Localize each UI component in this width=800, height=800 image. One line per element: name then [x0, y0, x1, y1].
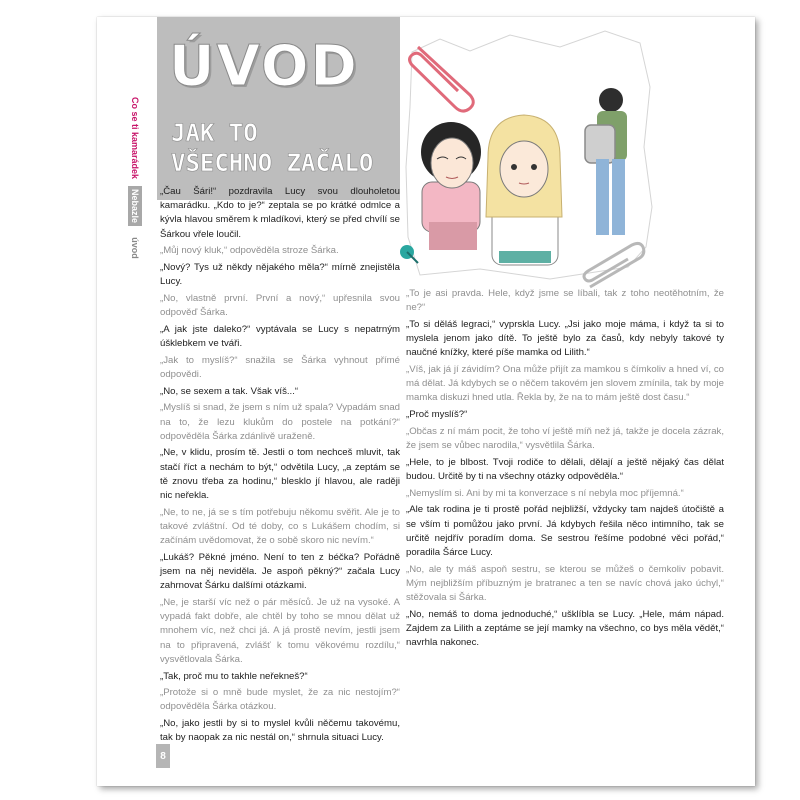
backpack-icon — [585, 125, 615, 163]
dialogue-paragraph: „Ne, to ne, já se s tím potřebuju někomu svěřit. Ale je to takové zvláštní. Od té doby, co s Lukášem chodím, si začínám uvědomovat, že o sobě skoro nic nevím.“ — [160, 506, 400, 547]
dialogue-paragraph: „Protože si o mně bude myslet, že za nic nestojím?“ odpověděla Šárka otázkou. — [160, 687, 400, 713]
girl-dark-hair-figure — [421, 122, 481, 250]
dialogue-paragraph: „Ale tak rodina je ti prostě pořád nejbližší, vždycky tam najdeš útočiště a se vším ti pomůžou jako první. Já kdybych řešila něco intimního, tak se určitě nejdřív poradím doma. Se sestrou řešíme podobné věci pořád,“ poradila Šárce Lucy. — [406, 504, 724, 558]
dialogue-paragraph: „Ne, v klidu, prosím tě. Jestli o tom nechceš mluvit, tak stačí říct a nechám to být,“ odvětila Lucy, „a zeptám se tě znovu třeba za hodinu,“ blesklo jí hlavou, ale raději nic neřekla. — [160, 447, 400, 502]
dialogue-paragraph: „Nový? Tys už někdy nějakého měla?“ mírně znejistěla Lucy. — [160, 262, 400, 288]
section-label: úvod — [130, 237, 140, 259]
page-number: 8 — [156, 744, 170, 768]
text-column-left — [160, 185, 400, 748]
side-tab — [128, 92, 142, 292]
dialogue-paragraph: „No, nemáš to doma jednoduché,“ ušklíbla se Lucy. „Hele, mám nápad. Zajdem za Lilith a zeptáme se její mamky na všechno, co bys měla vědět,“ navrhla nakonec. — [406, 608, 724, 649]
dialogue-paragraph: „Tak, proč mu to takhle neřekneš?“ — [160, 670, 308, 682]
dialogue-paragraph: „No, jako jestli by si to myslel kvůli něčemu takovému, tak by naopak za nic nestál on,“ shrnula situaci Lucy. — [160, 718, 400, 744]
dialogue-paragraph: „To si děláš legraci,“ vyprskla Lucy. „Jsi jako moje máma, i když ta si to myslela jenom jako dítě. To ještě bylo za časů, kdy nebyly takové ty naučné knížky, které píše mamka od Lilith.“ — [406, 318, 724, 359]
dialogue-paragraph: „A jak jste daleko?“ vyptávala se Lucy s nepatrným úšklebkem ve tváři. — [160, 323, 400, 350]
three-teens-illustration — [400, 17, 655, 300]
chapter-header — [157, 17, 400, 200]
chapter-subtitle — [171, 118, 373, 178]
dialogue-paragraph: „Lukáš? Pěkné jméno. Není to ten z béčka? Pořádně jsem na něj neviděla. Je aspoň pěkný?“ začala Lucy zahrnovat Šárku dalšími otázkami. — [160, 551, 400, 592]
dialogue-paragraph: „Nemyslím si. Ani by mi ta konverzace s ní nebyla moc příjemná.“ — [406, 487, 684, 499]
dialogue-paragraph: „To je asi pravda. Hele, když jsme se líbali, tak z toho neotěhotním, že ne?“ — [406, 288, 724, 314]
chapter-title: ÚVOD — [169, 34, 359, 99]
dialogue-paragraph: „No, ale ty máš aspoň sestru, se kterou se můžeš o čemkoliv pobavit. Mým nejbližším příbuzným je bratranec a ten se navíc chová jako úchyl,“ stěžovala si Šárka. — [406, 563, 724, 604]
dialogue-paragraph: „No, se sexem a tak. Však víš...“ — [160, 385, 299, 397]
text-column-right — [406, 287, 724, 653]
girl-blonde-figure — [486, 115, 562, 265]
dialogue-paragraph: „Víš, jak já jí závidím? Ona může přijít za mamkou s čímkoliv a hned ví, co má dělat. Já kdybych se o něčem takovém jen slovem zmínila, tak by moje mamka diskuzi hned utla. Řekla by, že na to mám ještě dost času.“ — [406, 364, 724, 404]
chapter-subtitle-line-2: VŠECHNO ZAČALO — [171, 149, 374, 177]
dialogue-paragraph: „Můj nový kluk,“ odpověděla stroze Šárka. — [160, 245, 339, 257]
dialogue-paragraph: „Ne, je starší víc než o pár měsíců. Je už na vysoké. A vypadá fakt dobře, ale chtěl by toho se mnou dělat už mnohem víc, než chci já. A já prostě nevím, jestli jsem na to připravená, zvlášť k tomu věkovému rozdílu,“ vysvětlovala Šárka. — [160, 596, 400, 665]
subsection-label: Nebazle — [128, 186, 142, 226]
dialogue-paragraph: „Hele, to je blbost. Tvoji rodiče to dělali, dělají a ještě nějaký čas dělat budou. Určitě by ti na všechny otázky odpověděla.“ — [406, 456, 724, 482]
dialogue-paragraph: „Jak to myslíš?“ snažila se Šárka vyhnout přímé odpovědi. — [160, 354, 400, 380]
dialogue-paragraph: „Myslíš si snad, že jsem s ním už spala? Vypadám snad na to, že lezu klukům do postele na potkání?“ odpověděla Šárka zdánlivě uraženě. — [160, 402, 400, 442]
dialogue-paragraph: „Občas z ní mám pocit, že toho ví ještě míň než já, takže je docela zázrak, že jsem se vůbec narodila,“ vysvětlila Šárka. — [406, 425, 724, 452]
dialogue-paragraph: „Proč myslíš?“ — [406, 409, 468, 421]
dialogue-paragraph: „Čau Šári!“ pozdravila Lucy svou dlouholetou kamarádku. „Kdo to je?“ zeptala se po krátké odmlce a kývla hlavou směrem k mladíkovi, který se před chvílí se Šárkou vřele loučil. — [160, 186, 400, 240]
dialogue-paragraph: „No, vlastně první. První a nový,“ upřesnila svou odpověď Šárka. — [160, 292, 400, 319]
series-label: Co se ti kamarádek — [130, 96, 141, 180]
chapter-subtitle-line-1: JAK TO — [171, 119, 258, 147]
